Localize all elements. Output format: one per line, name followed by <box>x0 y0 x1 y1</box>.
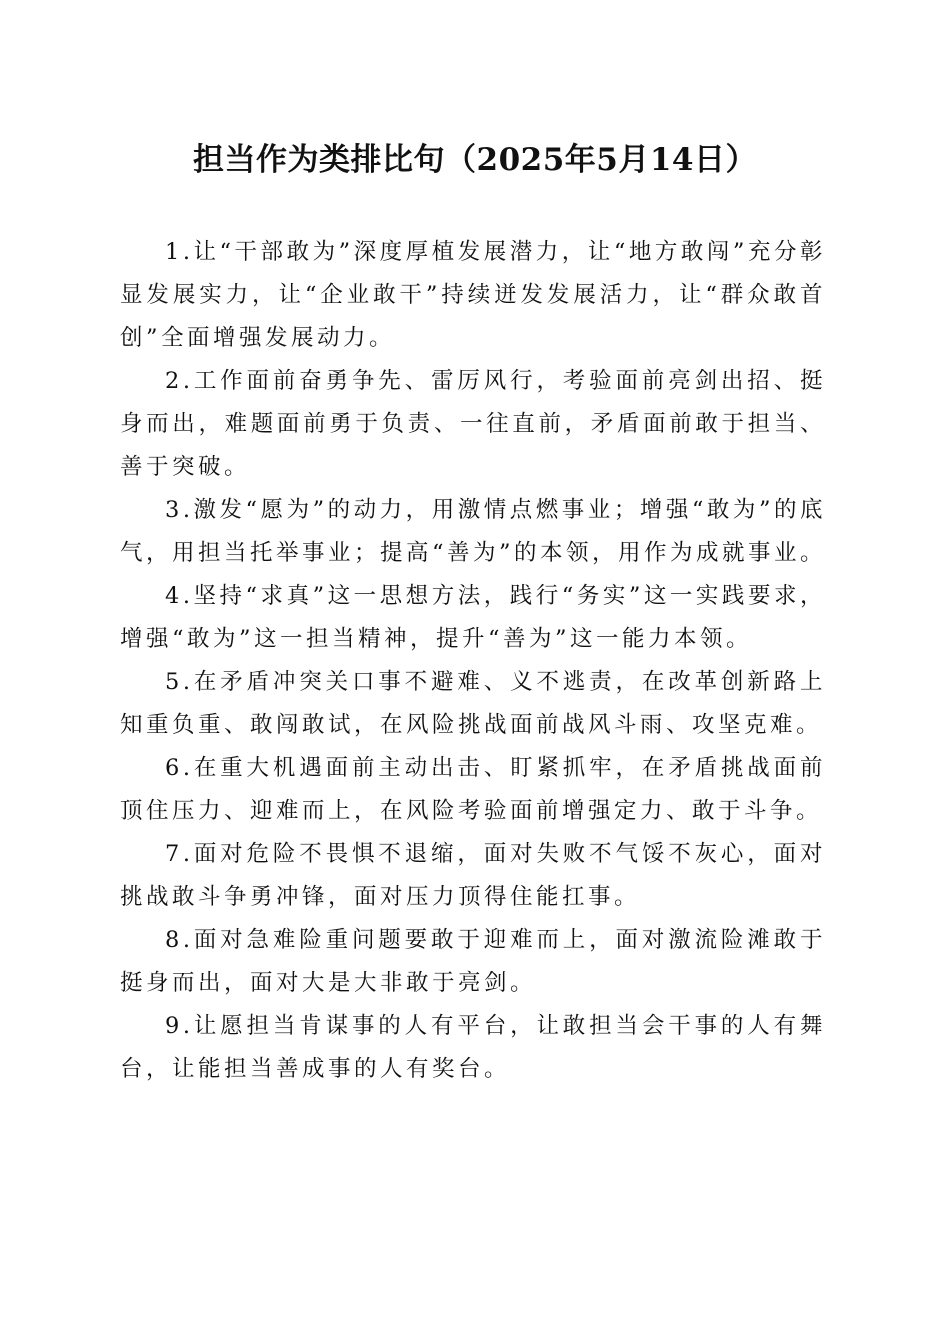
document-title: 担当作为类排比句（2025年5月14日） <box>193 142 757 178</box>
paragraph-7: 7.面对危险不畏惧不退缩，面对失败不气馁不灰心，面对挑战敢斗争勇冲锋，面对压力顶得住能扛事。 <box>120 841 826 910</box>
document-body <box>120 231 826 1091</box>
paragraph-5: 5.在矛盾冲突关口事不避难、义不逃责，在改革创新路上知重负重、敢闯敢试，在风险挑战面前战风斗雨、攻坚克难。 <box>120 669 826 738</box>
paragraph-4: 4.坚持“求真”这一思想方法，践行“务实”这一实践要求，增强“敢为”这一担当精神，提升“善为”这一能力本领。 <box>120 583 826 652</box>
paragraph-9: 9.让愿担当肯谋事的人有平台，让敢担当会干事的人有舞台，让能担当善成事的人有奖台。 <box>120 1013 826 1082</box>
paragraph-1: 1.让“干部敢为”深度厚植发展潜力，让“地方敢闯”充分彰显发展实力，让“企业敢干”持续迸发发展活力，让“群众敢首创”全面增强发展动力。 <box>120 239 826 351</box>
paragraph-3: 3.激发“愿为”的动力，用激情点燃事业；增强“敢为”的底气，用担当托举事业；提高“善为”的本领，用作为成就事业。 <box>120 497 827 566</box>
paragraph-2: 2.工作面前奋勇争先、雷厉风行，考验面前亮剑出招、挺身而出，难题面前勇于负责、一往直前，矛盾面前敢于担当、善于突破。 <box>120 368 826 480</box>
paragraph-8: 8.面对急难险重问题要敢于迎难而上，面对激流险滩敢于挺身而出，面对大是大非敢于亮剑。 <box>120 927 826 996</box>
paragraph-6: 6.在重大机遇面前主动出击、盯紧抓牢，在矛盾挑战面前顶住压力、迎难而上，在风险考验面前增强定力、敢于斗争。 <box>120 755 826 824</box>
